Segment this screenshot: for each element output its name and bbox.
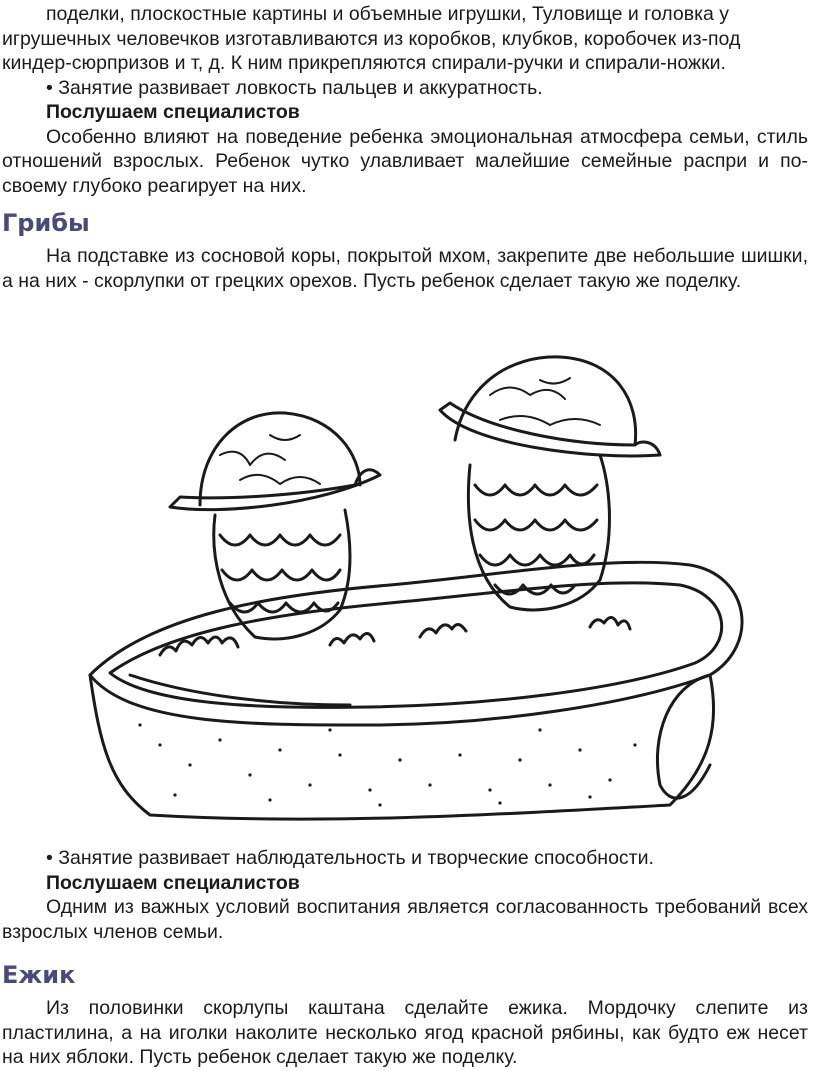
bullet-dexterity: • Занятие развивает ловкость пальцев и аккуратность.	[46, 76, 543, 99]
bullet-observation: • Занятие развивает наблюдательность и творческие способности.	[46, 847, 654, 869]
subheading-specialists-1: Послушаем специалистов	[46, 101, 300, 123]
intro-line-1: поделки, плоскостные картины и объемные игрушки, Туловище и головка у	[46, 3, 730, 25]
hedgehog-block	[2, 960, 808, 1070]
paragraph-mushrooms: На подставке из сосновой коры, покрытой мхом, закрепите две небольшие шишки, а на них - скорлупки от грецких орехов. Пусть ребенок сделает такую же поделку.	[2, 245, 808, 292]
intro-block	[2, 2, 808, 198]
paragraph-family-atmosphere: Особенно влияют на поведение ребенка эмоциональная атмосфера семьи, стиль отношений взрослых. Ребенок чутко улавливает малейшие семейные распри и по-своему глубоко реагирует на них.	[2, 125, 808, 197]
mushrooms-notes-block	[2, 846, 808, 944]
paragraph-hedgehog: Из половинки скорлупы каштана сделайте ежика. Мордочку слепите из пластилина, а на иголки наколите несколько ягод красной рябины, как будто еж несет на них яблоки. Пусть ребенок сделает такую же поделку.	[2, 997, 808, 1068]
heading-mushrooms: Грибы	[2, 209, 90, 237]
mushrooms-craft-illustration	[70, 345, 760, 835]
heading-hedgehog: Ежик	[2, 961, 76, 989]
intro-line-2: игрушечных человечков изготавливаются из коробков, клубков, коробочек из-под	[2, 27, 741, 50]
mushrooms-block	[2, 208, 808, 293]
paragraph-consistency: Одним из важных условий воспитания является согласованность требований всех взрослых членов семьи.	[2, 896, 808, 943]
intro-line-3: киндер-сюрпризов и т, д. К ним прикрепляются спирали-ручки и спирали-ножки.	[2, 52, 726, 74]
subheading-specialists-2: Послушаем специалистов	[46, 871, 300, 894]
